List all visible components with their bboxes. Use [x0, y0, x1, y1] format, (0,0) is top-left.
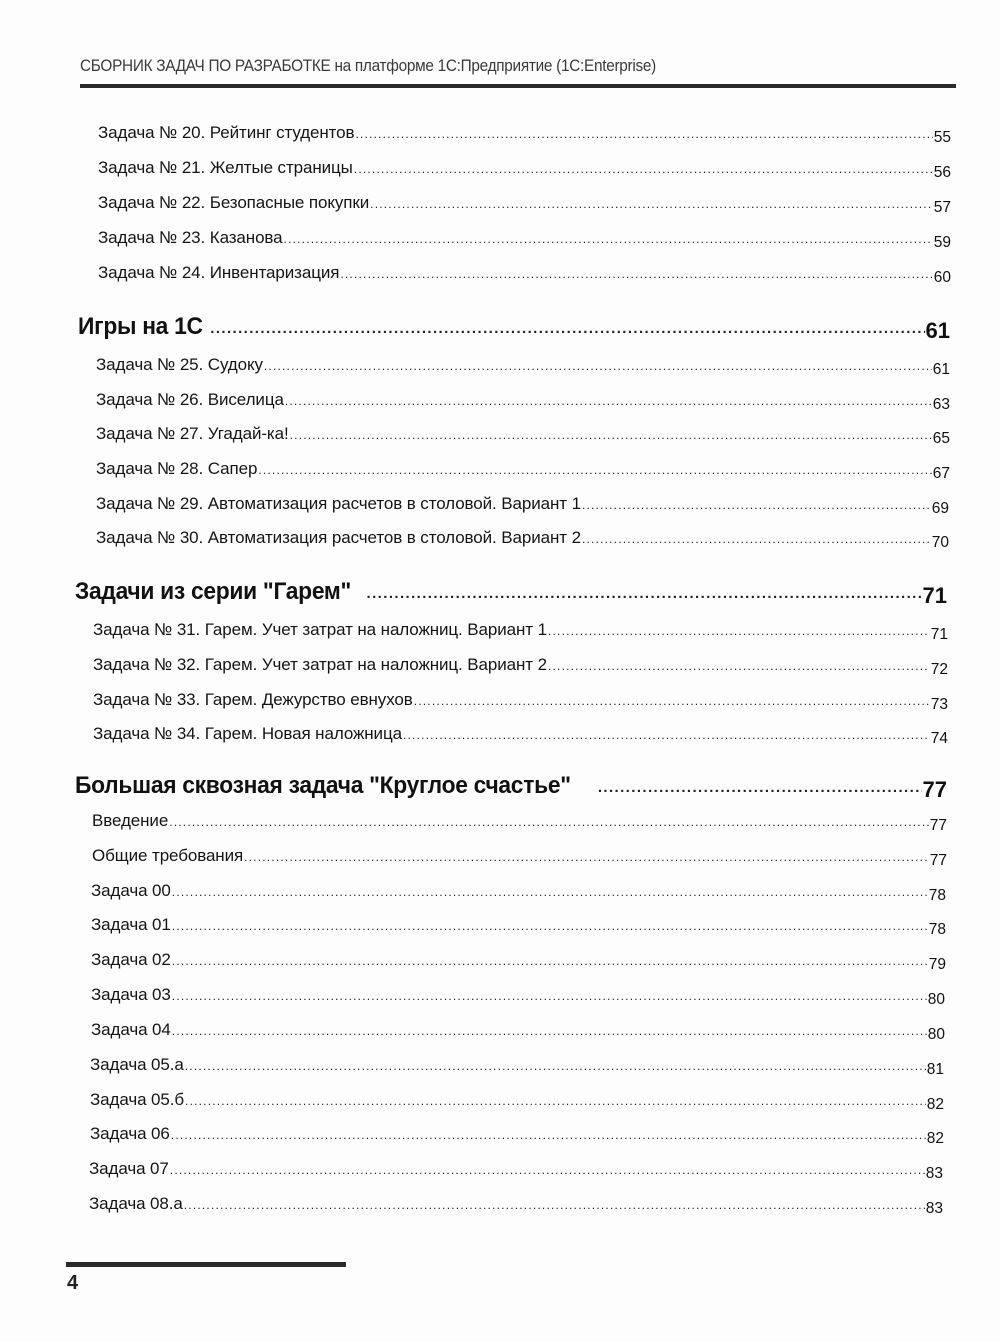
toc-entry-page: 67: [932, 465, 950, 482]
dot-leader: [172, 987, 927, 1005]
toc-entry-page: 72: [930, 661, 948, 678]
toc-entry[interactable]: [91, 975, 945, 1008]
dot-leader: [414, 692, 930, 710]
toc-entry-page: 63: [932, 396, 950, 413]
toc-entry-page: 56: [933, 164, 951, 181]
toc-entry-label: Задача № 24. Инвентаризация: [98, 263, 340, 282]
toc-entry-page: 77: [929, 817, 947, 834]
toc-entry-page: 82: [926, 1130, 944, 1147]
toc-section-title: Большая сквозная задача "Круглое счастье": [75, 772, 571, 799]
toc-entry[interactable]: [92, 836, 947, 869]
toc-entry-page: 69: [931, 500, 949, 517]
dot-leader: [355, 125, 932, 143]
dot-leader: [169, 813, 929, 831]
toc-entry-label: Задача № 25. Судоку: [96, 355, 263, 374]
dot-leader: [172, 952, 928, 970]
dot-leader: [185, 1092, 926, 1110]
toc-entry-page: 83: [925, 1200, 943, 1217]
toc-entry-label: Общие требования: [92, 846, 244, 865]
toc-entry-label: Задача № 30. Автоматизация расчетов в столовой. Вариант 2: [96, 528, 581, 547]
toc-entry-page: 82: [926, 1096, 944, 1113]
dot-leader: [290, 426, 932, 444]
toc-section-title: Игры на 1С: [78, 313, 203, 340]
toc-entry-page: 80: [927, 991, 945, 1008]
dot-leader: [210, 317, 924, 341]
toc-entry-label: Задача № 31. Гарем. Учет затрат на наложниц. Вариант 1: [93, 620, 547, 639]
toc-entry[interactable]: [96, 414, 950, 447]
dot-leader: [184, 1196, 925, 1214]
toc-entry-label: Задача № 22. Безопасные покупки: [98, 193, 370, 212]
toc-entry-page: 59: [933, 234, 951, 251]
toc-entry[interactable]: [91, 940, 946, 973]
dot-leader: [264, 357, 932, 375]
toc-entry-page: 78: [928, 887, 946, 904]
toc-entry[interactable]: [96, 345, 950, 378]
toc-entry[interactable]: [91, 1010, 945, 1043]
toc-entry[interactable]: [91, 871, 946, 904]
toc-entry-label: Задача № 33. Гарем. Дежурство евнухов: [93, 690, 413, 709]
toc-entry[interactable]: [98, 218, 951, 251]
toc-section-harem[interactable]: [75, 570, 947, 606]
toc-entry-label: Задача 07: [89, 1159, 169, 1178]
toc-entry-label: Задача 02: [91, 950, 171, 969]
toc-entry-page: 65: [932, 430, 950, 447]
dot-leader: [548, 657, 930, 675]
toc-entry[interactable]: [96, 484, 949, 517]
dot-leader: [403, 726, 930, 744]
toc-entry-page: 60: [933, 269, 951, 286]
dot-leader: [598, 776, 922, 800]
dot-leader: [548, 622, 930, 640]
toc-entry-label: Задача № 20. Рейтинг студентов: [98, 123, 355, 142]
toc-entry-page: 80: [927, 1026, 945, 1043]
toc-entry[interactable]: [93, 645, 948, 678]
toc-entry-label: Задача № 23. Казанова: [98, 228, 283, 247]
dot-leader: [354, 160, 933, 178]
toc-entry[interactable]: [98, 113, 951, 146]
running-head: СБОРНИК ЗАДАЧ ПО РАЗРАБОТКЕ на платформе 1С:Предприятие (1С:Enterprise): [80, 57, 657, 75]
toc-entry-page: 74: [930, 730, 948, 747]
toc-entry-label: Задача 04: [91, 1020, 171, 1039]
toc-entry-page: 73: [930, 696, 948, 713]
toc-entry[interactable]: [96, 518, 949, 551]
toc-entry-page: 79: [928, 956, 946, 973]
toc-entry-page: 55: [933, 129, 951, 146]
dot-leader: [258, 461, 931, 479]
dot-leader: [172, 917, 928, 935]
dot-leader: [284, 230, 933, 248]
toc-entry-label: Задача 00: [91, 881, 171, 900]
toc-entry-page: 81: [926, 1061, 944, 1078]
dot-leader: [172, 883, 928, 901]
toc-section-games[interactable]: [78, 305, 950, 341]
toc-section-page: 77: [922, 777, 947, 802]
toc-entry-label: Задача № 34. Гарем. Новая наложница: [93, 724, 402, 743]
toc-entry-label: Задача 01: [91, 915, 171, 934]
toc-entry-page: 83: [925, 1165, 943, 1182]
toc-entry[interactable]: [91, 905, 946, 938]
toc-entry-label: Задача № 32. Гарем. Учет затрат на наложниц. Вариант 2: [93, 655, 547, 674]
toc-entry[interactable]: [90, 1045, 944, 1078]
toc-entry-label: Задача № 28. Сапер: [96, 459, 258, 478]
toc-entry-page: 77: [929, 852, 947, 869]
toc-entry-label: Задача № 21. Желтые страницы: [98, 158, 353, 177]
toc-entry-label: Задача № 27. Угадай-ка!: [96, 424, 289, 443]
toc-entry[interactable]: [92, 801, 947, 834]
toc-entry-page: 78: [928, 921, 946, 938]
dot-leader: [185, 1057, 926, 1075]
dot-leader: [582, 530, 931, 548]
toc-section-page: 61: [925, 318, 950, 343]
toc-entry[interactable]: [93, 610, 948, 643]
toc-entry-label: Задача № 26. Виселица: [96, 390, 284, 409]
toc-entry[interactable]: [96, 449, 950, 482]
toc-entry[interactable]: [89, 1184, 943, 1217]
toc-entry[interactable]: [98, 183, 951, 216]
toc-section-title: Задачи из серии "Гарем": [75, 578, 352, 605]
toc-entry[interactable]: [96, 380, 950, 413]
dot-leader: [582, 496, 931, 514]
header-rule: [80, 84, 956, 88]
toc-entry-page: 71: [930, 626, 948, 643]
toc-section-round-happiness[interactable]: [75, 764, 947, 800]
footer-rule: [66, 1262, 346, 1267]
toc-entry-label: Задача 05.б: [90, 1090, 185, 1109]
toc-entry[interactable]: [98, 148, 951, 181]
toc-entry-label: Задача 03: [91, 985, 171, 1004]
toc-entry-page: 57: [933, 199, 951, 216]
toc-entry-page: 70: [931, 534, 949, 551]
toc-section-page: 71: [922, 583, 947, 608]
dot-leader: [285, 392, 932, 410]
toc-entry[interactable]: [90, 1080, 944, 1113]
toc-entry[interactable]: [98, 253, 951, 286]
toc-entry[interactable]: [90, 1114, 944, 1147]
dot-leader: [367, 582, 922, 606]
dot-leader: [172, 1022, 927, 1040]
toc-entry-label: Задача № 29. Автоматизация расчетов в столовой. Вариант 1: [96, 494, 581, 513]
toc-entry-label: Задача 08.а: [89, 1194, 183, 1213]
dot-leader: [340, 265, 932, 283]
toc-entry[interactable]: [93, 680, 948, 713]
page-number: 4: [67, 1272, 79, 1294]
toc-entry-page: 61: [932, 361, 950, 378]
dot-leader: [170, 1161, 925, 1179]
toc-entry-label: Введение: [92, 811, 169, 830]
dot-leader: [171, 1126, 926, 1144]
toc-entry-label: Задача 06: [90, 1124, 170, 1143]
dot-leader: [370, 195, 933, 213]
toc-entry[interactable]: [93, 714, 948, 747]
toc-entry[interactable]: [89, 1149, 943, 1182]
toc-entry-label: Задача 05.а: [90, 1055, 184, 1074]
dot-leader: [244, 848, 929, 866]
